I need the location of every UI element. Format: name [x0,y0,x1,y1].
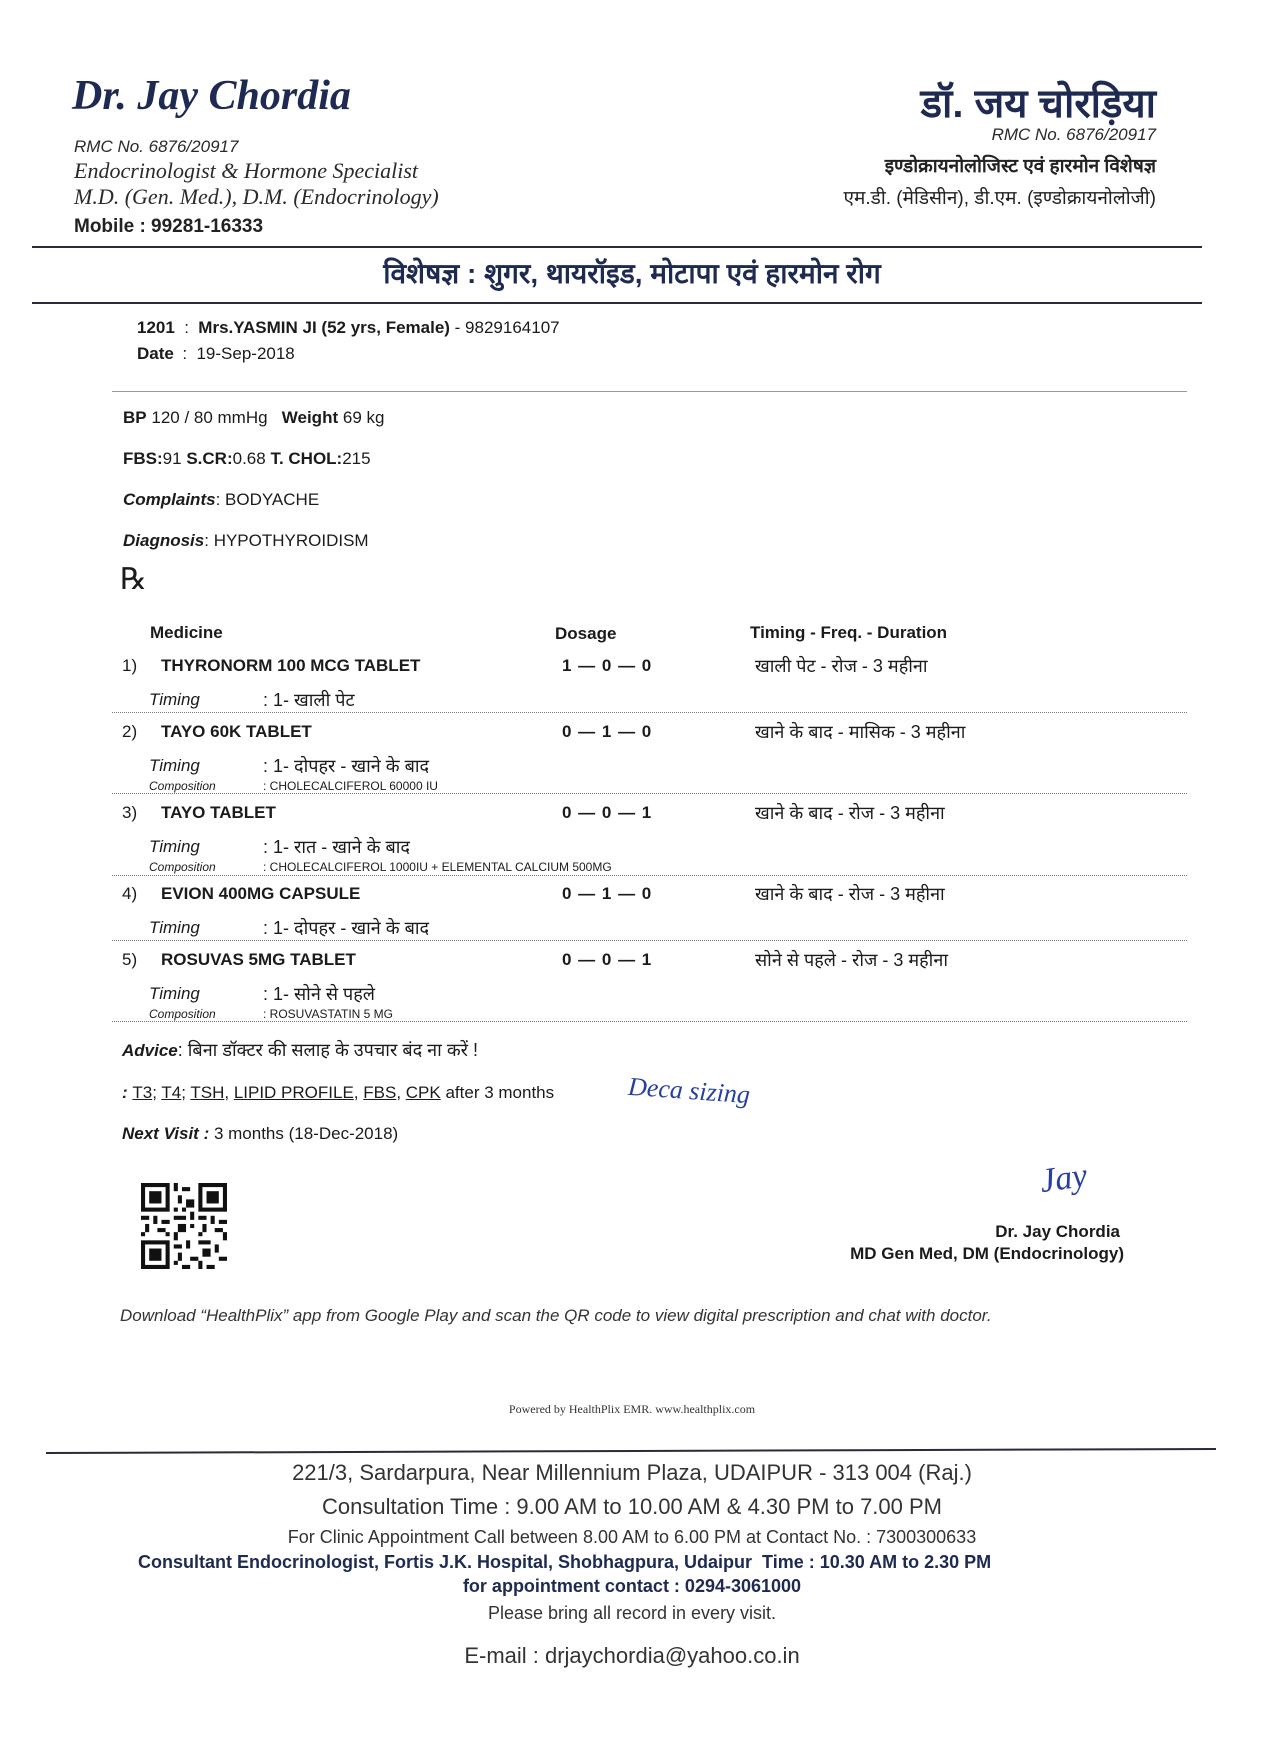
med-name: ROSUVAS 5MG TABLET [161,950,356,969]
med-number: 5) [122,950,138,969]
download-note: Download “HealthPlix” app from Google Play and scan the QR code to view digital prescription and chat with doctor. [120,1306,992,1325]
complaints-value: : BODYACHE [215,490,320,509]
med-frequency: खाने के बाद - रोज - 3 महीना [755,803,945,823]
med-frequency: खाने के बाद - रोज - 3 महीना [755,884,945,904]
timing-label: Timing [149,837,200,856]
bp-label: BP [123,408,147,427]
patient-line [137,318,560,338]
tchol-label: T. CHOL: [270,449,343,468]
composition-label: Composition [149,860,216,874]
bp-value: 120 / 80 mmHg [151,408,268,427]
next-visit-value: 3 months (18-Dec-2018) [209,1124,399,1143]
footer-appointment: For Clinic Appointment Call between 8.00 AM to 6.00 PM at Contact No. : 7300300633 [287,1527,977,1547]
tests-prefix: : [122,1083,133,1102]
med-dosage: 1 — 0 — 0 [562,656,653,675]
patient-phone: - 9829164107 [449,318,560,337]
patient-id: 1201 [137,318,175,337]
med-timing: : 1- सोने से पहले [263,984,375,1004]
specialty-en: Endocrinologist & Hormone Specialist [74,158,419,183]
row-divider [112,1021,1187,1022]
timing-label: Timing [149,984,200,1003]
med-name: TAYO 60K TABLET [161,722,312,741]
date-sep: : [182,344,188,363]
signature-name: Dr. Jay Chordia [995,1222,1120,1241]
col-medicine: Medicine [150,623,223,642]
advice-line [122,1038,478,1062]
footer-fortis-line [138,1552,991,1573]
header-rule-bottom [32,302,1202,304]
footer-fortis-contact: for appointment contact : 0294-3061000 [462,1576,802,1596]
handwritten-note: Deca sizing [627,1071,751,1110]
test-item: TSH [190,1083,225,1102]
qr-code[interactable] [141,1183,227,1269]
test-item: FBS [363,1083,397,1102]
med-composition: : ROSUVASTATIN 5 MG [263,1007,394,1021]
col-dosage: Dosage [555,624,617,643]
powered-by: Powered by HealthPlix EMR. www.healthplix.com [508,1402,756,1416]
composition-label: Composition [149,779,216,793]
visit-date: 19-Sep-2018 [196,344,295,363]
signature-scribble: Jay [1037,1156,1090,1201]
footer-consultation: Consultation Time : 9.00 AM to 10.00 AM & 4.30 PM to 7.00 PM [322,1494,942,1519]
med-name: EVION 400MG CAPSULE [161,884,361,903]
med-composition: : CHOLECALCIFEROL 60000 IU [263,779,438,793]
scr-label: S.CR: [186,449,233,468]
composition-label: Composition [149,1007,216,1021]
complaints-line [123,490,319,510]
row-divider [112,875,1187,876]
test-item: LIPID PROFILE [233,1083,354,1102]
med-timing: : 1- दोपहर - खाने के बाद [263,756,430,776]
med-dosage: 0 — 1 — 0 [562,884,653,903]
weight-value: 69 kg [342,408,385,427]
med-timing: : 1- रात - खाने के बाद [263,837,410,857]
test-item: CPK [405,1083,441,1102]
mobile-number: Mobile : 99281-16333 [74,216,264,237]
vitals-line [123,408,384,428]
rx-symbol: ℞ [120,563,147,596]
diagnosis-value: : HYPOTHYROIDISM [204,531,369,550]
doctor-name-hi: डॉ. जय चोरड़िया [920,82,1156,126]
med-number: 1) [122,656,138,675]
footer-fortis-time: Time : 10.30 AM to 2.30 PM [762,1552,992,1572]
header-rule-top [32,246,1202,248]
complaints-label: Complaints [123,490,216,509]
row-divider [112,793,1187,794]
timing-label: Timing [149,756,200,775]
col-timing: Timing - Freq. - Duration [750,623,948,642]
specialty-hi: इण्डोक्रायनोलोजिस्ट एवं हारमोन विशेषज्ञ [884,156,1156,177]
footer-rule [46,1448,1216,1454]
med-name: TAYO TABLET [161,803,276,822]
patient-sep: : [184,318,189,337]
row-divider [112,712,1187,713]
advice-text: : बिना डॉक्टर की सलाह के उपचार बंद ना करें ! [177,1040,479,1060]
fbs-label: FBS: [123,449,163,468]
test-item: T3 [132,1083,153,1102]
diagnosis-line [123,531,369,551]
patient-divider [112,391,1187,392]
med-number: 2) [122,722,138,741]
doctor-name-en: Dr. Jay Chordia [72,73,351,119]
fbs-value: 91 [162,449,182,468]
med-timing: : 1- दोपहर - खाने के बाद [263,918,430,938]
row-divider [112,940,1187,941]
tests-line: : T3; T4; TSH, LIPID PROFILE, FBS, CPK after 3 months [122,1083,555,1102]
footer-address: 221/3, Sardarpura, Near Millennium Plaza, UDAIPUR - 313 004 (Raj.) [292,1460,972,1485]
med-frequency: सोने से पहले - रोज - 3 महीना [755,950,948,970]
diagnosis-label: Diagnosis [123,531,205,550]
footer-email: E-mail : drjaychordia@yahoo.co.in [464,1643,800,1668]
advice-label: Advice [122,1041,178,1060]
med-name: THYRONORM 100 MCG TABLET [161,656,421,675]
med-timing: : 1- खाली पेट [263,690,355,710]
date-label: Date [137,344,174,363]
med-dosage: 0 — 0 — 1 [562,803,653,822]
degrees-hi: एम.डी. (मेडिसीन), डी.एम. (इण्डोक्रायनोलोजी) [843,188,1156,209]
degrees-en: M.D. (Gen. Med.), D.M. (Endocrinology) [74,184,439,209]
next-visit-label: Next Visit : [122,1124,210,1143]
signature-degrees: MD Gen Med, DM (Endocrinology) [850,1244,1124,1263]
test-item: T4 [161,1083,182,1102]
timing-label: Timing [149,690,200,709]
weight-label: Weight [281,408,339,427]
med-number: 4) [122,884,138,903]
scr-value: 0.68 [232,449,266,468]
rmc-number-hi: RMC No. 6876/20917 [991,125,1156,144]
specialty-banner: विशेषज्ञ : शुगर, थायरॉइड, मोटापा एवं हारमोन रोग [383,258,881,289]
med-number: 3) [122,803,138,822]
labs-line [123,449,371,469]
tchol-value: 215 [342,449,371,468]
med-composition: : CHOLECALCIFEROL 1000IU + ELEMENTAL CALCIUM 500MG [263,860,612,874]
date-line [137,344,295,364]
rmc-number-en: RMC No. 6876/20917 [74,137,239,156]
med-dosage: 0 — 0 — 1 [562,950,653,969]
footer-fortis: Consultant Endocrinologist, Fortis J.K. Hospital, Shobhagpura, Udaipur [138,1552,753,1572]
footer-records: Please bring all record in every visit. [487,1603,777,1623]
patient-name: Mrs.YASMIN JI (52 yrs, Female) [198,318,450,337]
timing-label: Timing [149,918,200,937]
tests-suffix: after 3 months [440,1083,555,1102]
qr-code-icon [141,1183,227,1269]
next-visit-line [122,1124,398,1144]
med-dosage: 0 — 1 — 0 [562,722,653,741]
med-frequency: खाने के बाद - मासिक - 3 महीना [755,722,966,742]
med-frequency: खाली पेट - रोज - 3 महीना [755,656,928,676]
